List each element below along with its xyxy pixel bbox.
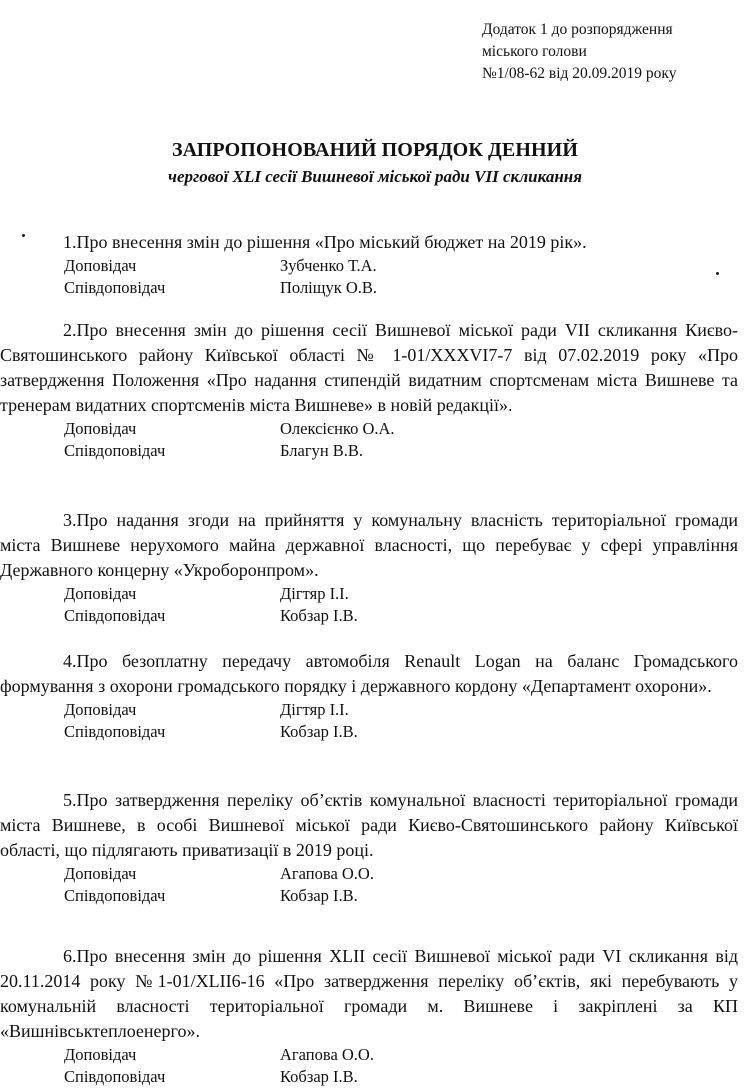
agenda-item-1: [64, 230, 738, 299]
reporter-row: [64, 583, 738, 605]
agenda-item-2: [0, 318, 738, 462]
agenda-item-text: 5.Про затвердження переліку об’єктів комунальної власності територіальної громади міста Вишневе, в особі Вишневої міської ради Києво-Святошинського району Київської області, що підлягають приватизації в 2019 році.: [0, 790, 738, 860]
reporter-row: [64, 699, 738, 721]
reporter-name: Агапова О.О.: [280, 864, 374, 883]
coreporter-row: [64, 277, 738, 299]
agenda-item-text: 3.Про надання згоди на прийняття у комунальну власність територіальної громади міста Вишневе нерухомого майна державної власності, що перебуває у сфері управління Державного концерну «Укроборонпром».: [0, 510, 738, 580]
agenda-item-6: [0, 944, 738, 1088]
reporter-row: [64, 863, 738, 885]
coreporter-row: [64, 440, 738, 462]
reporter-row: [64, 418, 738, 440]
reporter-label: Доповідач: [64, 700, 137, 719]
coreporter-row: [64, 885, 738, 907]
reporter-label: Доповідач: [64, 864, 137, 883]
reporter-row: [64, 255, 738, 277]
coreporter-name: Поліщук О.В.: [280, 278, 378, 297]
document-subtitle: чергової XLI сесії Вишневої міської ради VII скликання: [168, 167, 582, 186]
agenda-item-text: 1.Про внесення змін до рішення «Про міський бюджет на 2019 рік».: [63, 232, 587, 252]
agenda-item-text: 2.Про внесення змін до рішення сесії Вишневої міської ради VII скликання Києво-Святошинського району Київської області № 1-01/XXXVI7-7 від 07.02.2019 року «Про затвердження Положення «Про надання стипендій видатним спортсменам міста Вишневе та тренерам видатних спортсменів міста Вишневе» в новій редакції».: [0, 320, 738, 415]
coreporter-name: Кобзар І.В.: [280, 722, 358, 741]
coreporter-name: Благун В.В.: [280, 441, 364, 460]
document-title: ЗАПРОПОНОВАНИЙ ПОРЯДОК ДЕННИЙ: [172, 139, 578, 161]
coreporter-row: [64, 1066, 738, 1088]
reporter-row: [64, 1044, 738, 1066]
coreporter-label: Співдоповідач: [64, 441, 166, 460]
agenda-item-5: [0, 788, 738, 907]
coreporter-name: Кобзар І.В.: [280, 886, 358, 905]
coreporter-row: [64, 605, 738, 627]
coreporter-label: Співдоповідач: [64, 278, 166, 297]
agenda-item-3: [0, 508, 738, 627]
agenda-item-text: 4.Про безоплатну передачу автомобіля Renault Logan на баланс Громадського формування з охорони громадського порядку і державного кордону «Департамент охорони».: [0, 651, 738, 696]
coreporter-row: [64, 721, 738, 743]
addendum-note: [482, 19, 676, 85]
addendum-line-3: №1/08-62 від 20.09.2019 року: [482, 65, 677, 82]
coreporter-label: Співдоповідач: [64, 722, 166, 741]
addendum-line-2: міського голови: [482, 43, 587, 60]
agenda-item-text: 6.Про внесення змін до рішення XLII сесії Вишневої міської ради VI скликання від 20.11.2014 року №1-01/XLII6-16 «Про затвердження переліку об’єктів, які перебувають у комунальній власності територіальної громади м. Вишневе і закріплені за КП «Вишнівськтеплоенерго».: [0, 946, 738, 1041]
reporter-name: Дігтяр І.І.: [280, 584, 349, 603]
coreporter-name: Кобзар І.В.: [280, 1067, 358, 1086]
coreporter-name: Кобзар І.В.: [280, 606, 358, 625]
reporter-name: Дігтяр І.І.: [280, 700, 349, 719]
addendum-line-1: Додаток 1 до розпорядження: [482, 21, 673, 38]
reporter-label: Доповідач: [64, 419, 137, 438]
reporter-name: Зубченко Т.А.: [280, 256, 377, 275]
reporter-label: Доповідач: [64, 584, 137, 603]
reporter-label: Доповідач: [64, 256, 137, 275]
coreporter-label: Співдоповідач: [64, 886, 166, 905]
reporter-name: Агапова О.О.: [280, 1045, 374, 1064]
agenda-item-4: [0, 649, 738, 743]
reporter-label: Доповідач: [64, 1045, 137, 1064]
reporter-name: Олексієнко О.А.: [280, 419, 395, 438]
coreporter-label: Співдоповідач: [64, 1067, 166, 1086]
coreporter-label: Співдоповідач: [64, 606, 166, 625]
